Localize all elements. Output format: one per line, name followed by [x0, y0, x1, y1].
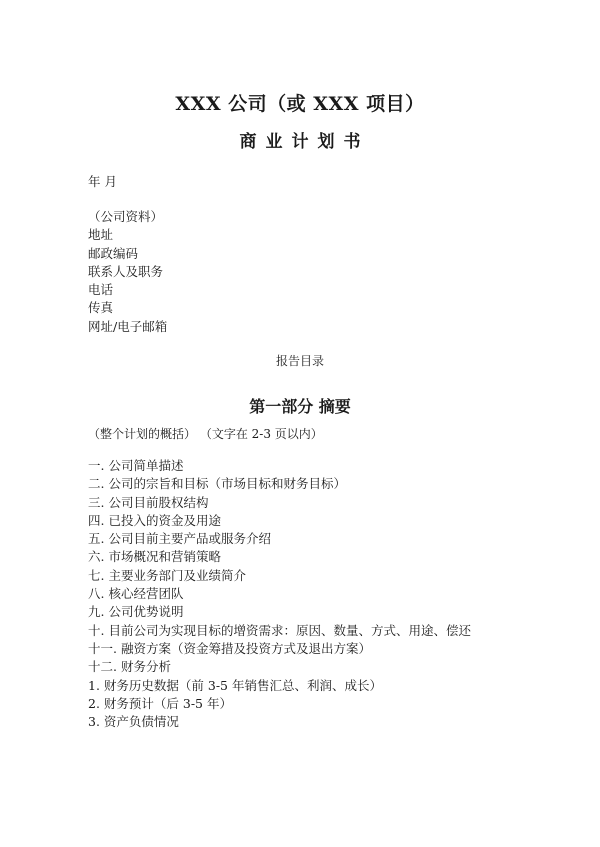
date-line: 年 月 — [88, 174, 117, 189]
document-subtitle: 商业计划书 — [239, 132, 370, 152]
document-title: XXX 公司（或 XXX 项目） — [175, 93, 425, 115]
toc-item: 四. 已投入的资金及用途 — [88, 512, 221, 528]
company-info-field-phone: 电话 — [88, 282, 114, 298]
company-info-field-address: 地址 — [88, 227, 114, 243]
toc-item: 七. 主要业务部门及业绩简介 — [88, 567, 246, 583]
part-one-toc-list — [88, 457, 471, 731]
company-info-field-contact: 联系人及职务 — [88, 263, 164, 279]
toc-item: 十二. 财务分析 — [88, 659, 171, 675]
company-info-block — [88, 208, 167, 336]
part-one-note: （整个计划的概括） （文字在 2-3 页以内） — [88, 427, 323, 441]
part-one-heading: 第一部分 摘要 — [249, 397, 351, 416]
toc-item: 一. 公司简单描述 — [88, 458, 184, 473]
toc-item: 六. 市场概况和营销策略 — [88, 549, 221, 565]
company-info-field-fax: 传真 — [88, 300, 114, 316]
toc-item: 1. 财务历史数据（前 3-5 年销售汇总、利润、成长） — [88, 677, 382, 693]
toc-item: 十. 目前公司为实现目标的增资需求：原因、数量、方式、用途、偿还 — [88, 622, 471, 638]
toc-item: 2. 财务预计（后 3-5 年） — [88, 695, 232, 711]
toc-item: 三. 公司目前股权结构 — [88, 494, 209, 510]
toc-item: 二. 公司的宗旨和目标（市场目标和财务目标） — [88, 476, 346, 492]
company-info-field-postcode: 邮政编码 — [88, 245, 139, 261]
toc-item: 五. 公司目前主要产品或服务介绍 — [88, 531, 271, 547]
report-toc-label: 报告目录 — [275, 354, 324, 368]
toc-item: 九. 公司优势说明 — [88, 604, 184, 620]
company-info-field-web-email: 网址/电子邮箱 — [88, 318, 168, 334]
toc-item: 十一. 融资方案（资金筹措及投资方式及退出方案） — [88, 640, 371, 656]
toc-item: 八. 核心经营团队 — [88, 586, 184, 602]
toc-item: 3. 资产负债情况 — [88, 714, 179, 730]
company-info-heading: （公司资料） — [88, 209, 164, 224]
